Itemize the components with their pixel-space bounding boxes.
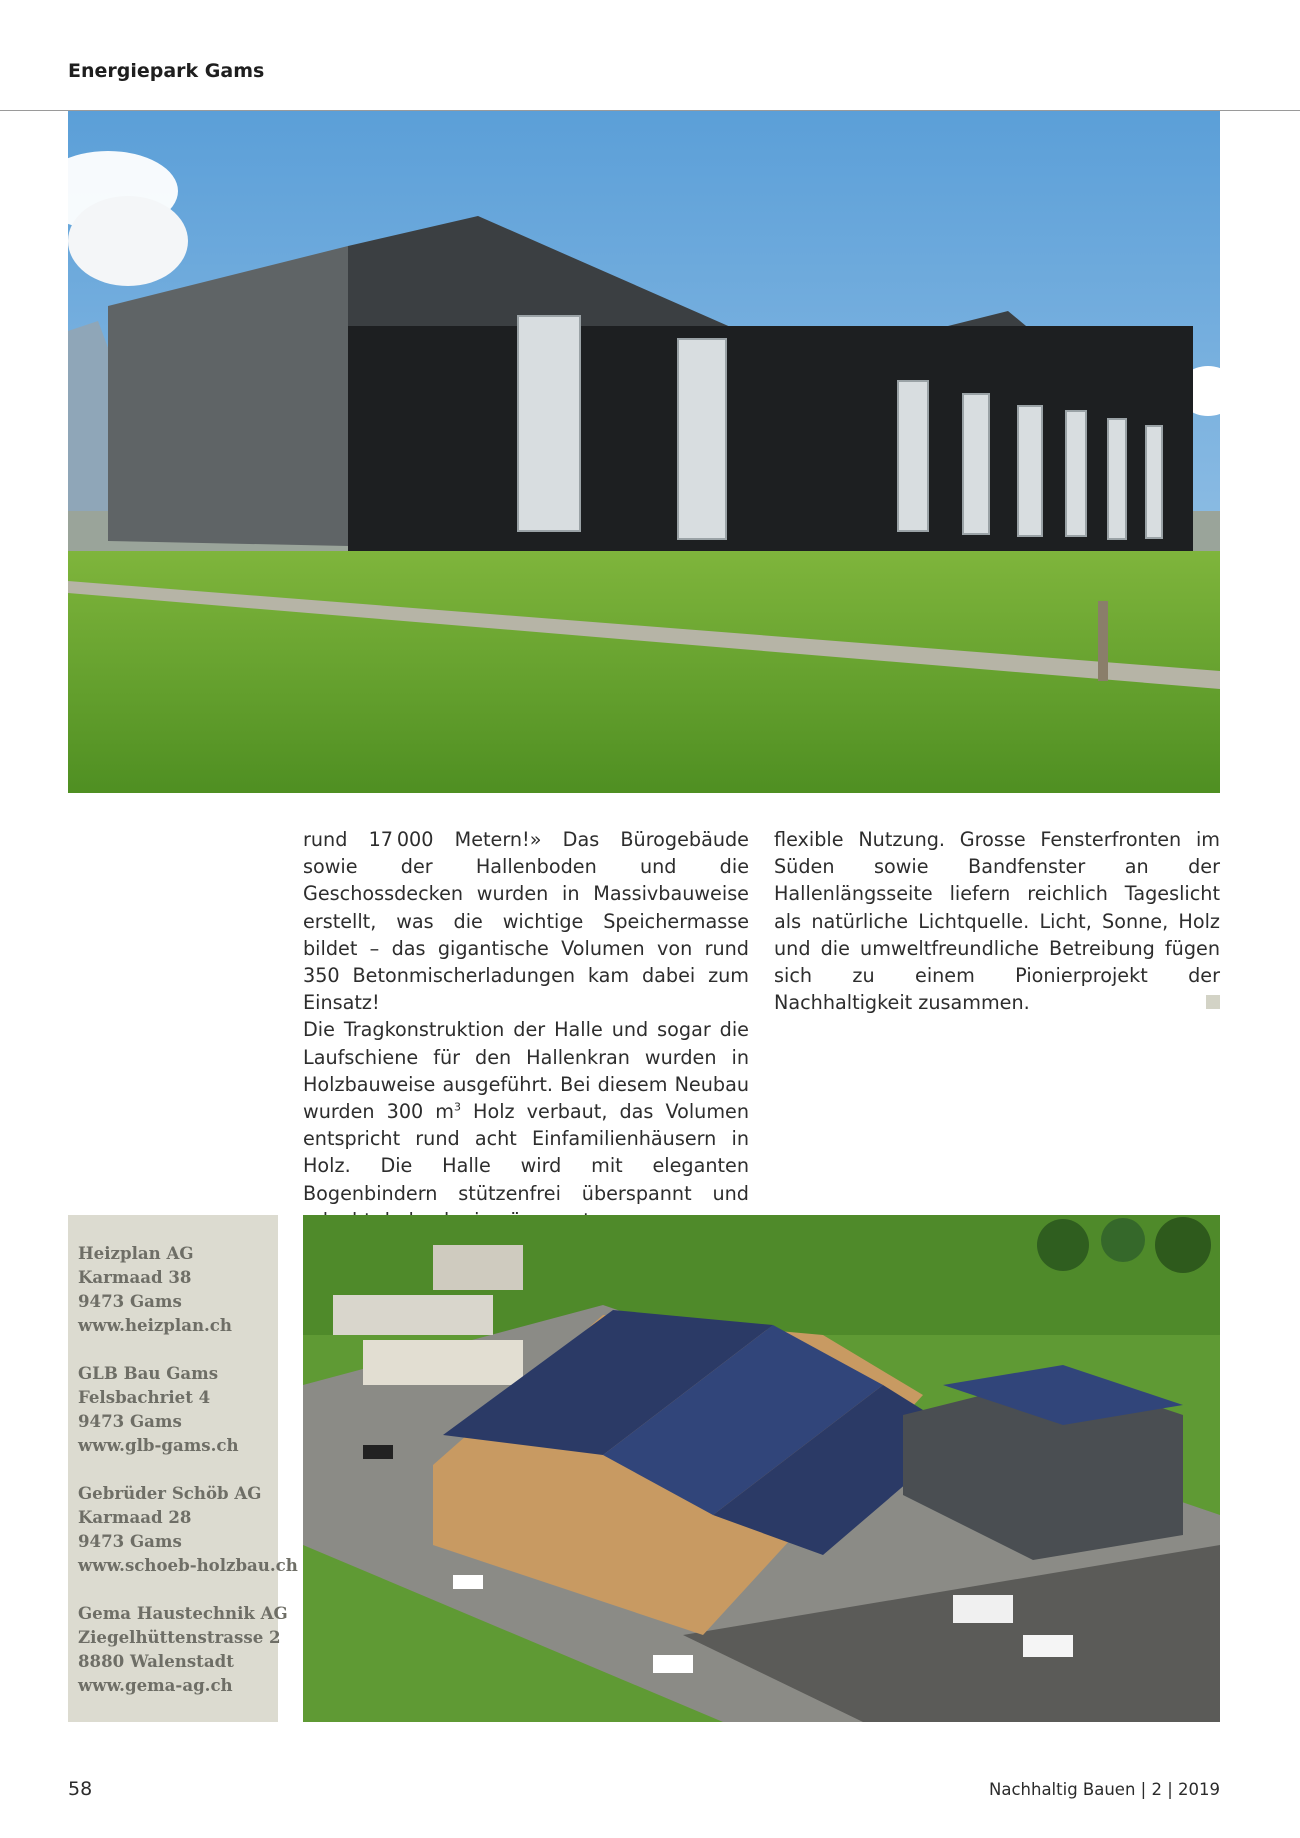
article-column-2 [774, 826, 1220, 1016]
page-number: 58 [68, 1778, 93, 1800]
aerial-photo [303, 1215, 1220, 1722]
article-paragraph: rund 17 000 Metern!» Das Bürogebäude sowie der Hallenboden und die Geschossdecken wurden in Massivbauweise erstellt, was die wichtige Speichermasse bildet – das gigantische Volumen von rund 350 Betonmischerladungen kam dabei zum Einsatz! [303, 828, 749, 1015]
contact-street: Ziegelhüttenstrasse 2 [78, 1627, 281, 1647]
contacts-sidebar [68, 1215, 298, 1722]
magazine-issue: Nachhaltig Bauen | 2 | 2019 [989, 1780, 1220, 1799]
contact-street: Felsbachriet 4 [78, 1387, 211, 1407]
running-header-title: Energiepark Gams [68, 60, 265, 82]
contact-name: Gebrüder Schöb AG [78, 1483, 262, 1503]
contact-web[interactable]: www.heizplan.ch [78, 1315, 232, 1335]
contact-street: Karmaad 38 [78, 1267, 192, 1287]
contact-web[interactable]: www.glb-gams.ch [78, 1435, 239, 1455]
contact-city: 9473 Gams [78, 1531, 182, 1551]
end-of-article-mark [1206, 995, 1220, 1009]
article-column-1 [303, 826, 749, 1234]
contact-block [78, 1241, 268, 1337]
hall-exterior-photo [68, 111, 1220, 793]
contact-web[interactable]: www.gema-ag.ch [78, 1675, 233, 1695]
contact-city: 8880 Walenstadt [78, 1651, 234, 1671]
article-paragraph: flexible Nutzung. Grosse Fensterfronten im Süden sowie Bandfenster an der Hallenlängsseite liefern reichlich Tageslicht als natürliche Lichtquelle. Licht, Sonne, Holz und die umweltfreundliche Betreibung fügen sich zu einem Pionierprojekt der Nachhaltigkeit zusammen. [774, 828, 1220, 1015]
contact-name: Heizplan AG [78, 1243, 194, 1263]
contact-name: Gema Haustechnik AG [78, 1603, 288, 1623]
contact-street: Karmaad 28 [78, 1507, 192, 1527]
contact-city: 9473 Gams [78, 1411, 182, 1431]
contact-city: 9473 Gams [78, 1291, 182, 1311]
contact-name: GLB Bau Gams [78, 1363, 219, 1383]
contact-block [78, 1481, 298, 1577]
contact-block [78, 1361, 268, 1457]
contact-block [78, 1601, 288, 1697]
contact-web[interactable]: www.schoeb-holzbau.ch [78, 1555, 298, 1575]
article-paragraph: Die Tragkonstruktion der Halle und sogar die Laufschiene für den Hallenkran wurden in Holzbauweise ausgeführt. Bei diesem Neubau wurden 300 $m^3$ Holz verbaut, das Volumen entspricht rund acht Einfamilienhäusern in Holz. Die Halle wird mit eleganten Bogenbindern stützenfrei überspannt und [303, 1018, 749, 1205]
